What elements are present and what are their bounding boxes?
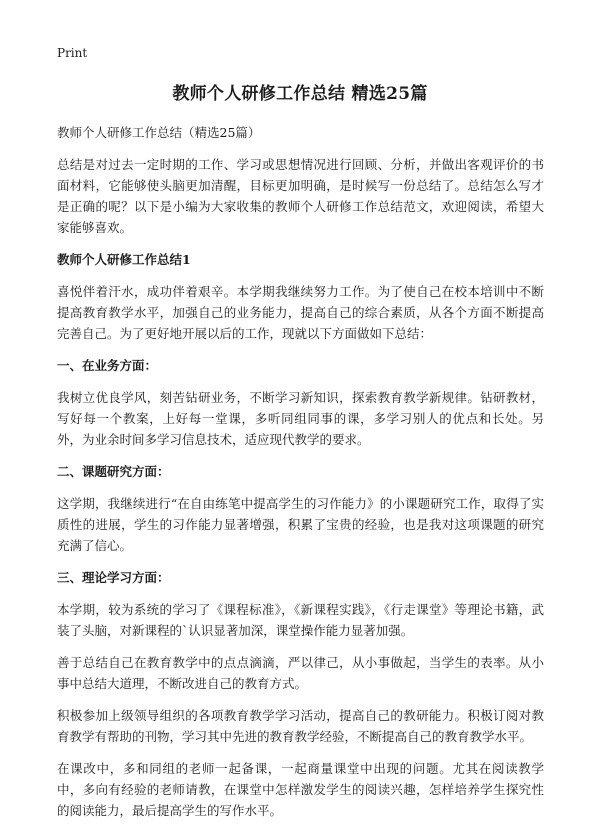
paragraph-business: 我树立优良学风，刻苦钻研业务，不断学习新知识，探索教育教学新规律。钻研教材，写好每一个教案，上好每一堂课，多听同组同事的课，多学习别人的优点和长处。另外，为业余时间多学习信息技术，适应现代教学的要求。 — [57, 390, 544, 447]
paragraph-theory-4: 在课改中，多和同组的老师一起备课，一起商量课堂中出现的问题。尤其在阅读教学中，多向有经验的老师请教，在课堂中怎样激发学生的阅读兴趣，怎样培养学生探究性的阅读能力，最后提高学生的写作水平。 — [57, 761, 544, 818]
paragraph-theory-1: 本学期，较为系统的学习了《课程标准》，《新课程实践》，《行走课堂》等理论书籍，武装了头脑，对新课程的`认识显著加深，课堂操作能力显著加强。 — [57, 602, 544, 638]
section-intro-paragraph: 喜悦伴着汗水，成功伴着艰辛。本学期我继续努力工作。为了使自己在校本培训中不断提高教育教学水平，加强自己的业务能力，提高自己的综合素质，从各个方面不断提高完善自己。为了更好地开展以后的工作，现就以下方面做如下总结： — [57, 284, 544, 341]
section-heading: 教师个人研修工作总结1 — [57, 252, 191, 267]
paragraph-theory-2: 善于总结自己在教育教学中的点点滴滴，严以律己，从小事做起，当学生的表率。从小事中总结大道理，不断改进自己的教育方式。 — [57, 655, 544, 691]
subheading-theory: 三、理论学习方面： — [57, 570, 170, 585]
paragraph-theory-3: 积极参加上级领导组织的各项教育教学学习活动，提高自己的教研能力。积极订阅对教育教学有帮助的刊物，学习其中先进的教育教学经验，不断提高自己的教育教学水平。 — [57, 708, 544, 744]
subheading-research: 二、课题研究方面： — [57, 464, 170, 479]
document-subtitle: 教师个人研修工作总结（精选25篇） — [57, 125, 261, 140]
page-title: 教师个人研修工作总结 精选25篇 — [172, 84, 428, 104]
subheading-business: 一、在业务方面： — [57, 358, 158, 373]
document-body — [57, 122, 544, 832]
intro-paragraph: 总结是对过去一定时期的工作、学习或思想情况进行回顾、分析，并做出客观评价的书面材料，它能够使头脑更加清醒，目标更加明确，是时候写一份总结了。总结怎么写才是正确的呢？以下是小编为大家收集的教师个人研修工作总结范文，欢迎阅读，希望大家能够喜欢。 — [57, 157, 544, 235]
print-link[interactable]: Print — [57, 46, 88, 60]
paragraph-research: 这学期，我继续进行“在自由练笔中提高学生的习作能力》的小课题研究工作，取得了实质性的进展，学生的习作能力显著增强，积累了宝贵的经验，也是我对这项课题的研究充满了信心。 — [57, 496, 544, 553]
